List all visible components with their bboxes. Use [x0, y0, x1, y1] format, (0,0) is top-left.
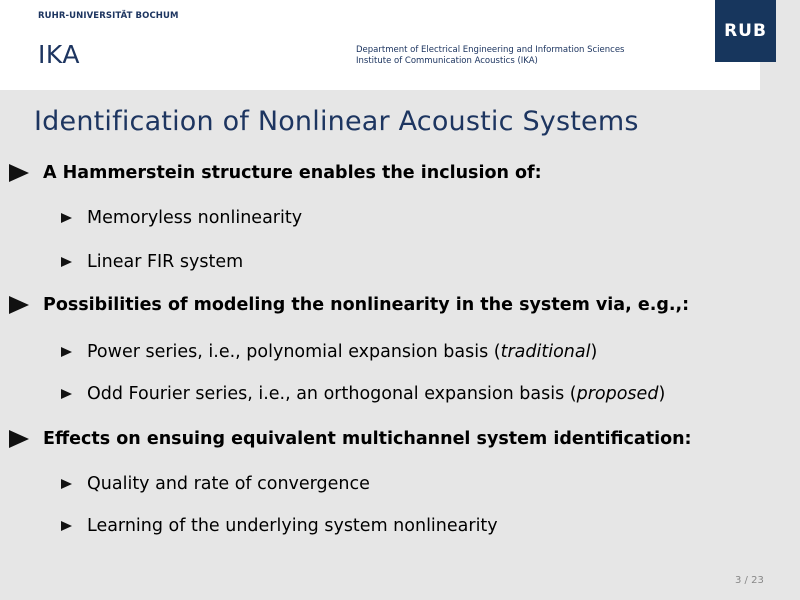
triangle-bullet-icon — [9, 296, 29, 314]
sub-bullet-text: Linear FIR system — [87, 252, 244, 272]
triangle-bullet-icon — [61, 347, 72, 357]
bullet-text: Possibilities of modeling the nonlinearity in the system via, e.g.,: — [43, 295, 690, 315]
triangle-bullet-icon — [9, 430, 29, 448]
slide-title: Identification of Nonlinear Acoustic Systems — [34, 106, 639, 137]
sub-bullet-text: Quality and rate of convergence — [87, 474, 370, 494]
bullet-item — [43, 163, 542, 183]
sub-bullet-text — [87, 342, 597, 362]
bullet-text: A Hammerstein structure enables the inclusion of: — [43, 163, 542, 183]
triangle-bullet-icon — [61, 213, 72, 223]
institute-abbreviation: IKA — [38, 40, 80, 69]
sub-bullet-text — [87, 384, 665, 404]
page-number: 3 / 23 — [735, 575, 764, 586]
university-name: RUHR-UNIVERSITÄT BOCHUM — [38, 11, 179, 21]
department-line: Department of Electrical Engineering and Information Sciences — [356, 45, 625, 55]
sub-bullet-text: Learning of the underlying system nonlinearity — [87, 516, 498, 536]
triangle-bullet-icon — [61, 257, 72, 267]
triangle-bullet-icon — [9, 164, 29, 182]
sub-bullet-text-part: Power series, i.e., polynomial expansion basis ( — [87, 342, 501, 362]
emphasis-text: traditional — [500, 342, 591, 362]
sub-bullet-item — [87, 384, 665, 404]
bullet-item — [43, 295, 689, 315]
triangle-bullet-icon — [61, 479, 72, 489]
sub-bullet-text-part: ) — [658, 384, 666, 404]
sub-bullet-text: Memoryless nonlinearity — [87, 208, 303, 228]
sub-bullet-text-part: Odd Fourier series, i.e., an orthogonal expansion basis ( — [87, 384, 577, 404]
sub-bullet-item — [87, 208, 302, 228]
sub-bullet-item — [87, 474, 370, 494]
sub-bullet-text-part: ) — [590, 342, 598, 362]
sub-bullet-item — [87, 342, 597, 362]
bullet-item — [43, 429, 692, 449]
emphasis-text: proposed — [576, 384, 659, 404]
triangle-bullet-icon — [61, 389, 72, 399]
sub-bullet-item — [87, 252, 243, 272]
bullet-text: Effects on ensuing equivalent multichannel system identification: — [43, 429, 692, 449]
institute-line: Institute of Communication Acoustics (IKA) — [356, 56, 538, 66]
rub-logo: RUB — [715, 0, 776, 62]
sub-bullet-item — [87, 516, 498, 536]
triangle-bullet-icon — [61, 521, 72, 531]
